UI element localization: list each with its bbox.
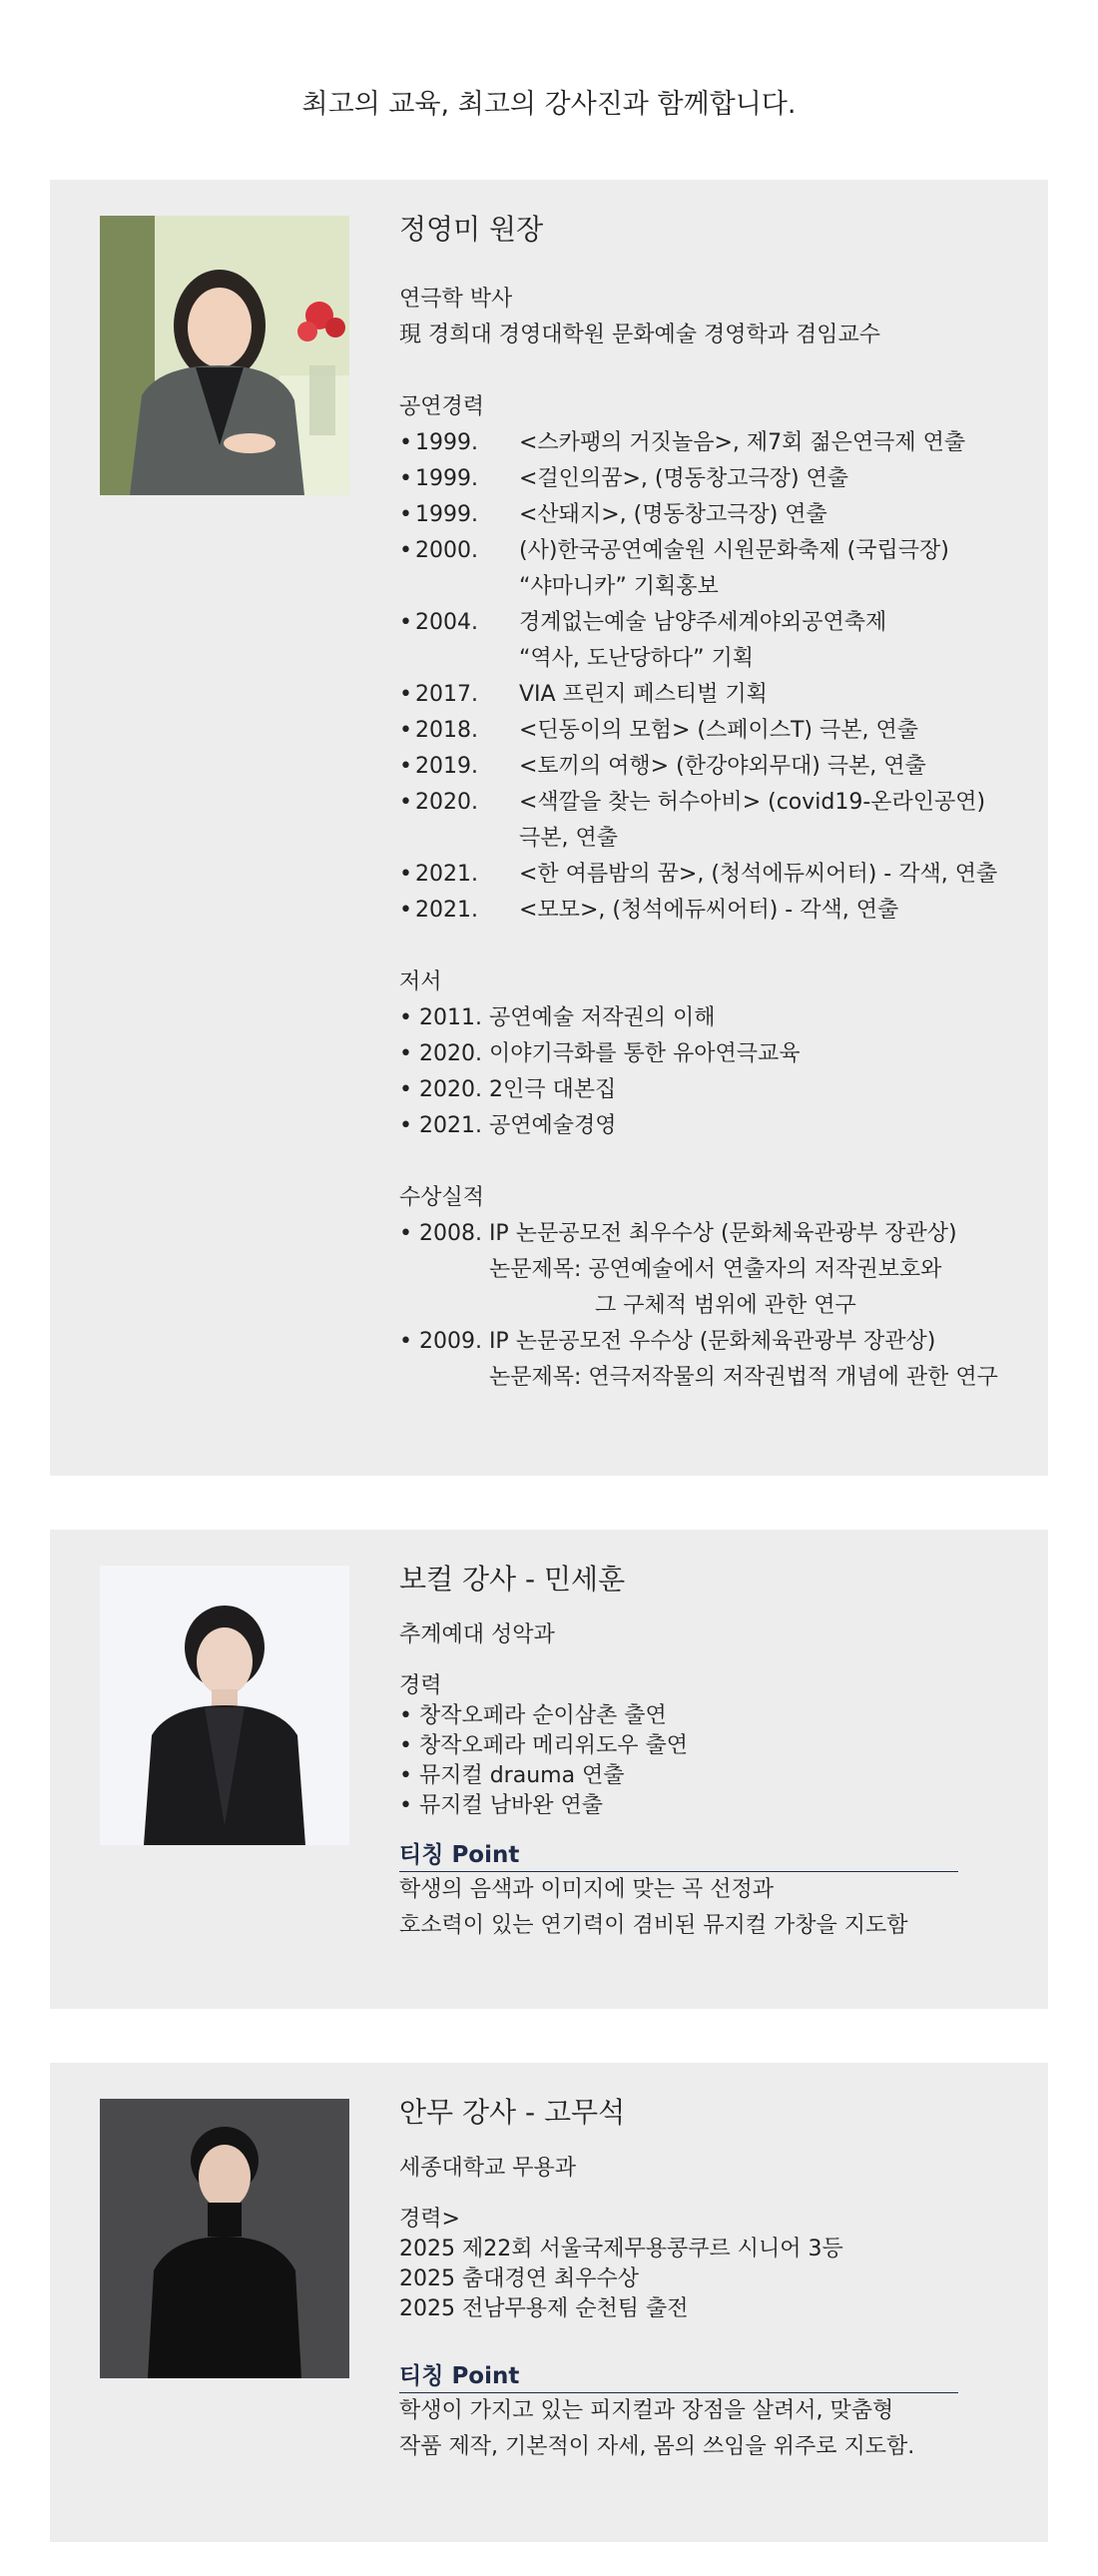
career-item-cont: “샤마니카” 기획홍보 — [519, 574, 719, 599]
career-title: 경력> — [399, 2207, 460, 2232]
dance-content — [399, 2093, 1038, 2465]
career-item: 2025 전남무용제 순천팀 출전 — [399, 2296, 689, 2321]
career-item: • 창작오페라 순이삼촌 출연 — [399, 1703, 667, 1728]
career-item: • 뮤지컬 남바완 연출 — [399, 1793, 603, 1818]
position: 現 경희대 경영대학원 문화예술 경영학과 겸임교수 — [399, 322, 881, 347]
instructor-card-vocal — [50, 1530, 1048, 2009]
degree: 연극학 박사 — [399, 287, 513, 312]
career-item: • 2020. <색깔을 찾는 허수아비> (covid19-온라인공연) — [399, 790, 986, 815]
book-item: • 2020. 이야기극화를 통한 유아연극교육 — [399, 1041, 801, 1066]
vocal-content — [399, 1560, 1038, 1944]
book-item: • 2021. 공연예술경영 — [399, 1113, 617, 1138]
teaching-point-line: 작품 제작, 기본적이 자세, 몸의 쓰임을 위주로 지도함. — [399, 2434, 915, 2459]
career-item: 2025 제22회 서울국제무용콩쿠르 시니어 3등 — [399, 2237, 843, 2261]
career-item: • 1999. <산돼지>, (명동창고극장) 연출 — [399, 502, 827, 527]
book-item: • 2011. 공연예술 저작권의 이해 — [399, 1005, 716, 1030]
director-photo — [100, 216, 349, 495]
award-item: • 2008. IP 논문공모전 최우수상 (문화체육관광부 장관상) — [399, 1221, 957, 1246]
book-item: • 2020. 2인극 대본집 — [399, 1077, 617, 1102]
career-item-cont: “역사, 도난당하다” 기획 — [519, 646, 755, 671]
page-headline: 최고의 교육, 최고의 강사진과 함께합니다. — [301, 89, 797, 120]
instructor-name: 안무 강사 - 고무석 — [399, 2096, 626, 2129]
teaching-point-line: 학생의 음색과 이미지에 맞는 곡 선정과 — [399, 1877, 774, 1902]
career-item: • 2021. <한 여름밤의 꿈>, (청석에듀씨어터) - 각색, 연출 — [399, 862, 998, 887]
career-item: • 2000. (사)한국공연예술원 시원문화축제 (국립극장) — [399, 538, 949, 563]
teaching-point-line: 호소력이 있는 연기력이 겸비된 뮤지컬 가창을 지도함 — [399, 1913, 908, 1938]
career-item-cont: 극본, 연출 — [519, 826, 618, 851]
teaching-point-title: 티칭 Point — [399, 1839, 958, 1872]
teaching-point-line: 학생이 가지고 있는 피지컬과 장점을 살려서, 맞춤형 — [399, 2398, 894, 2423]
school: 추계예대 성악과 — [399, 1622, 555, 1647]
career-item: 2025 춤대경연 최우수상 — [399, 2266, 639, 2291]
award-sub: 논문제목: 연극저작물의 저작권법적 개념에 관한 연구 — [489, 1365, 998, 1390]
award-item: • 2009. IP 논문공모전 우수상 (문화체육관광부 장관상) — [399, 1329, 936, 1354]
career-item: • 1999. <스카팽의 거짓놀음>, 제7회 젊은연극제 연출 — [399, 430, 966, 455]
books-title: 저서 — [399, 969, 442, 994]
instructor-name: 정영미 원장 — [399, 213, 544, 246]
award-sub: 논문제목: 공연예술에서 연출자의 저작권보호와 — [489, 1257, 942, 1282]
career-item: • 뮤지컬 drauma 연출 — [399, 1763, 625, 1788]
career-title: 경력 — [399, 1673, 442, 1698]
career-item: • 2018. <딘동이의 모험> (스페이스T) 극본, 연출 — [399, 718, 918, 743]
career-item: • 2019. <토끼의 여행> (한강야외무대) 극본, 연출 — [399, 754, 926, 779]
career-title: 공연경력 — [399, 394, 485, 419]
vocal-photo — [100, 1566, 349, 1845]
career-item: • 2004. 경계없는예술 남양주세계야외공연축제 — [399, 610, 887, 635]
school: 세종대학교 무용과 — [399, 2156, 577, 2181]
instructor-card-director — [50, 180, 1048, 1476]
awards-title: 수상실적 — [399, 1185, 485, 1210]
instructor-name: 보컬 강사 - 민세훈 — [399, 1563, 626, 1596]
career-item: • 2021. <모모>, (청석에듀씨어터) - 각색, 연출 — [399, 898, 899, 923]
career-item: • 2017. VIA 프린지 페스티벌 기획 — [399, 682, 768, 707]
dance-photo — [100, 2099, 349, 2378]
award-sub: 그 구체적 범위에 관한 연구 — [595, 1293, 856, 1318]
career-item: • 1999. <걸인의꿈>, (명동창고극장) 연출 — [399, 466, 849, 491]
instructor-card-dance — [50, 2063, 1048, 2542]
director-content — [399, 210, 1038, 1396]
career-item: • 창작오페라 메리위도우 출연 — [399, 1733, 688, 1758]
teaching-point-title: 티칭 Point — [399, 2360, 958, 2393]
